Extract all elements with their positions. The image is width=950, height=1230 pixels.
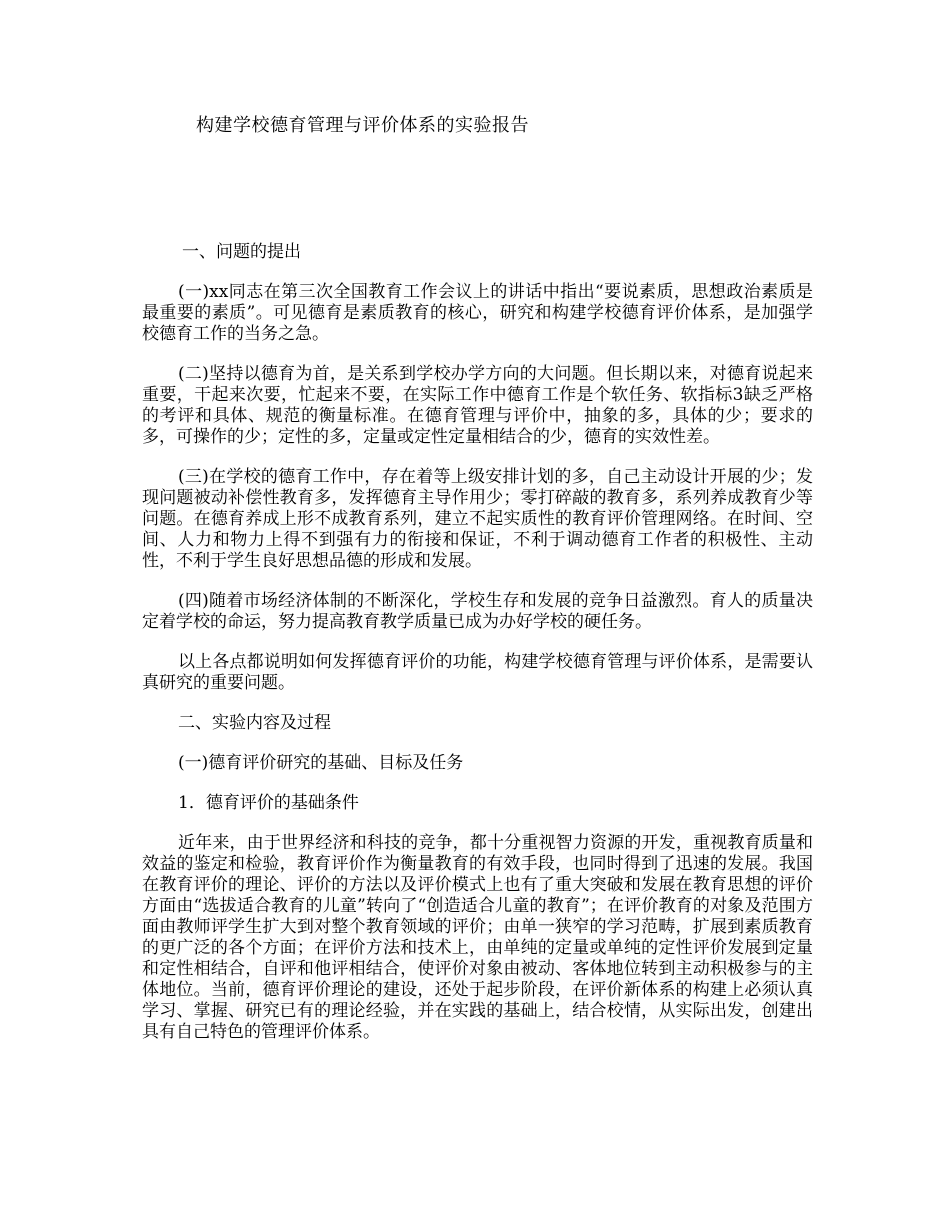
- section-heading-experiment: 二、实验内容及过程: [178, 713, 331, 733]
- paragraph-1: (一)xx同志在第三次全国教育工作会议上的讲话中指出“要说素质，思想政治素质是最重要的素质”。可见德育是素质教育的核心，研究和构建学校德育评价体系，是加强学校德育工作的当务之急。: [142, 282, 813, 344]
- subsection-heading-basis: (一)德育评价研究的基础、目标及任务: [178, 753, 464, 773]
- paragraph-3: (三)在学校的德育工作中，存在着等上级安排计划的多，自己主动设计开展的少；发现问题被动补偿性教育多，发挥德育主导作用少；零打碎敲的教育多，系列养成教育少等问题。在德育养成上形不成教育系列，建立不起实质性的教育评价管理网络。在时间、空间、人力和物力上得不到强有力的衔接和保证，不利于调动德育工作者的积极性、主动性，不利于学生良好思想品德的形成和发展。: [142, 467, 813, 571]
- subsection-heading-conditions: 1．德育评价的基础条件: [178, 793, 359, 813]
- paragraph-2: (二)坚持以德育为首，是关系到学校办学方向的大问题。但长期以来，对德育说起来重要，干起来次要，忙起来不要，在实际工作中德育工作是个软任务、软指标3缺乏严格的考评和具体、规范的衡量标准。在德育管理与评价中，抽象的多，具体的少；要求的多，可操作的少；定性的多，定量或定性定量相结合的少，德育的实效性差。: [142, 364, 813, 447]
- paragraph-5: 近年来，由于世界经济和科技的竞争，都十分重视智力资源的开发，重视教育质量和效益的鉴定和检验，教育评价作为衡量教育的有效手段，也同时得到了迅速的发展。我国在教育评价的理论、评价的方法以及评价模式上也有了重大突破和发展在教育思想的评价方面由“选拔适合教育的儿童”转向了“创造适合儿童的教育”；在评价教育的对象及范围方面由教师评学生扩大到对整个教育领域的评价；由单一狭窄的学习范畴，扩展到素质教育的更广泛的各个方面；在评价方法和技术上，由单纯的定量或单纯的定性评价发展到定量和定性相结合，自评和他评相结合，使评价对象由被动、客体地位转到主动积极参与的主体地位。当前，德育评价理论的建设，还处于起步阶段，在评价新体系的构建上必须认真学习、掌握、研究已有的理论经验，并在实践的基础上，结合校情，从实际出发，创建出具有自己特色的管理评价体系。: [142, 833, 813, 1042]
- paragraph-summary: 以上各点都说明如何发挥德育评价的功能，构建学校德育管理与评价体系，是需要认真研究的重要问题。: [142, 652, 813, 693]
- document-body: [142, 242, 813, 1062]
- paragraph-4: (四)随着市场经济体制的不断深化，学校生存和发展的竞争日益激烈。育人的质量决定着学校的命运，努力提高教育教学质量已成为办好学校的硬任务。: [142, 591, 813, 632]
- document-title: 构建学校德育管理与评价体系的实验报告: [196, 115, 529, 136]
- section-heading-problem: 一、问题的提出: [182, 242, 301, 262]
